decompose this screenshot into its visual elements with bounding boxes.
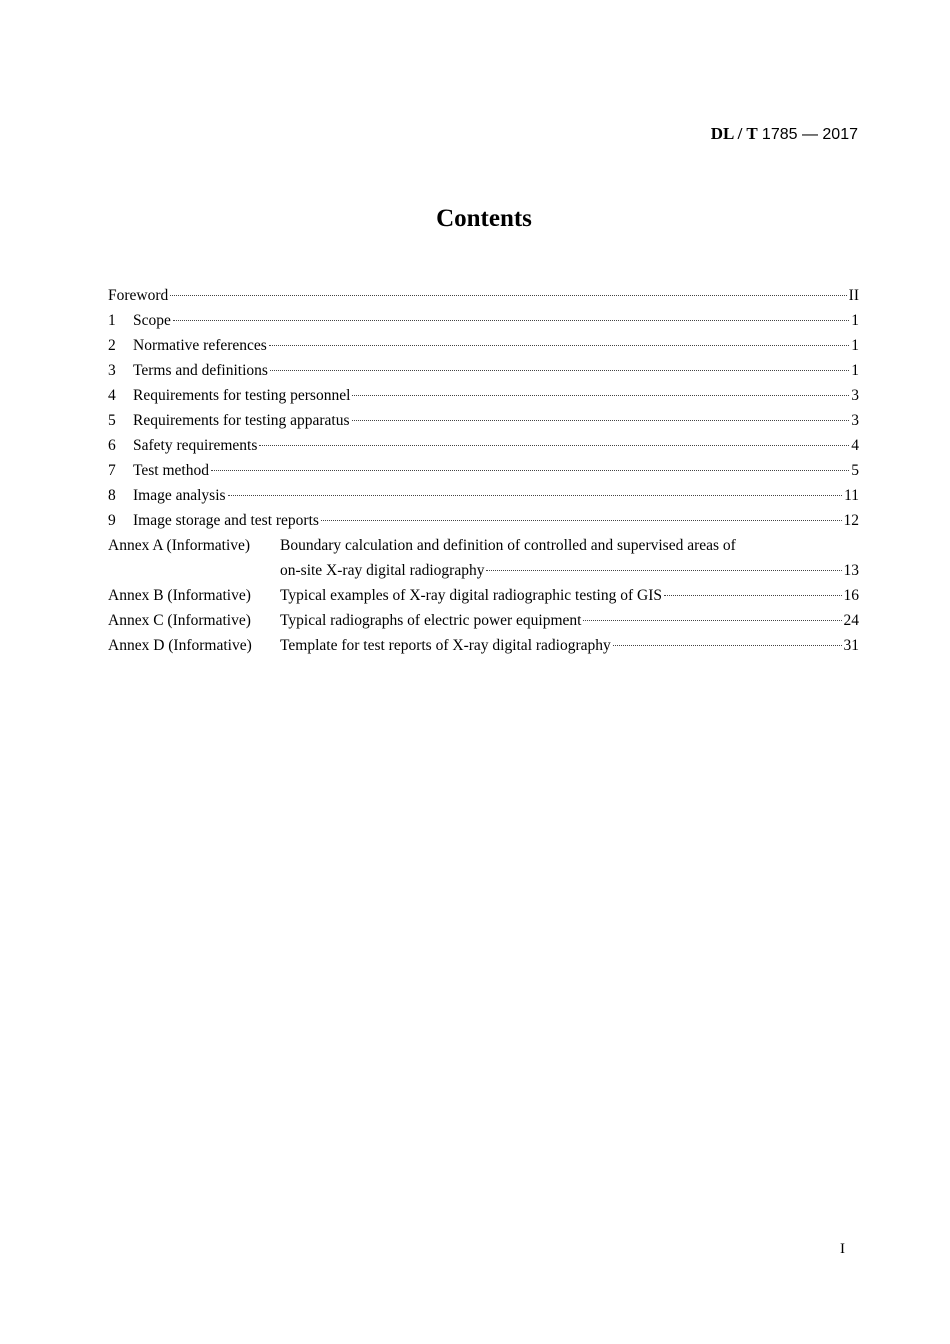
toc-leader-dots [269, 345, 849, 346]
toc-label: Image analysis [133, 487, 226, 504]
toc-label: Typical radiographs of electric power equipment [280, 612, 582, 629]
toc-page: 31 [843, 637, 859, 654]
toc-row[interactable] [108, 483, 859, 508]
toc-leader-dots [486, 570, 841, 571]
toc-leader-dots [613, 645, 842, 646]
toc-leader-dots [664, 595, 842, 596]
doc-code [711, 124, 858, 144]
toc-page: II [848, 287, 859, 304]
annex-label: Annex A (Informative) [108, 537, 251, 554]
annex-label: Annex D (Informative) [108, 637, 252, 654]
toc-label: Template for test reports of X-ray digital radiography [280, 637, 611, 654]
toc-row-foreword[interactable] [108, 283, 859, 308]
toc-page: 12 [843, 512, 859, 529]
toc-page: 3 [851, 387, 859, 404]
toc-label: Foreword [108, 287, 169, 304]
toc-number: 9 [108, 512, 116, 529]
toc-page: 16 [843, 587, 859, 604]
toc-row-annex-d[interactable] [108, 633, 859, 658]
toc-row-annex-a[interactable] [108, 533, 859, 558]
toc-row-annex-b[interactable] [108, 583, 859, 608]
toc-label: Typical examples of X-ray digital radiographic testing of GIS [280, 587, 662, 604]
toc-page: 5 [851, 462, 859, 479]
toc-number: 4 [108, 387, 116, 404]
toc-leader-dots [321, 520, 842, 521]
toc-leader-dots [228, 495, 843, 496]
toc-leader-dots [170, 295, 846, 296]
toc-leader-dots [259, 445, 849, 446]
toc-label: Terms and definitions [133, 362, 268, 379]
page-title: Contents [436, 205, 532, 232]
toc-row[interactable] [108, 383, 859, 408]
toc-row[interactable] [108, 433, 859, 458]
toc-number: 2 [108, 337, 116, 354]
toc-number: 6 [108, 437, 116, 454]
doc-code-prefix: DL / T [710, 124, 758, 143]
toc-number: 3 [108, 362, 116, 379]
toc-row[interactable] [108, 358, 859, 383]
toc-row-annex-c[interactable] [108, 608, 859, 633]
doc-code-number: 1785 — 2017 [761, 126, 858, 143]
toc-number: 8 [108, 487, 116, 504]
toc-page: 1 [851, 362, 859, 379]
toc-page: 1 [851, 312, 859, 329]
toc-number: 7 [108, 462, 116, 479]
annex-label: Annex C (Informative) [108, 612, 251, 629]
toc-label: Safety requirements [133, 437, 258, 454]
toc-label: Normative references [133, 337, 267, 354]
toc-leader-dots [173, 320, 849, 321]
toc-leader-dots [352, 395, 849, 396]
toc-page: 4 [851, 437, 859, 454]
toc-row[interactable] [108, 308, 859, 333]
toc-number: 5 [108, 412, 116, 429]
toc-leader-dots [270, 370, 849, 371]
toc-row[interactable] [108, 458, 859, 483]
footer-page-number: I [840, 1241, 845, 1257]
toc-leader-dots [583, 620, 841, 621]
table-of-contents [108, 283, 859, 658]
toc-page: 1 [851, 337, 859, 354]
toc-label: on-site X-ray digital radiography [280, 562, 485, 579]
toc-page: 13 [843, 562, 859, 579]
toc-label: Requirements for testing apparatus [133, 412, 350, 429]
toc-leader-dots [211, 470, 849, 471]
toc-leader-dots [352, 420, 850, 421]
toc-page: 11 [844, 487, 859, 504]
annex-label: Annex B (Informative) [108, 587, 251, 604]
toc-label: Scope [133, 312, 171, 329]
toc-page: 24 [843, 612, 859, 629]
toc-label: Requirements for testing personnel [133, 387, 351, 404]
toc-label: Boundary calculation and definition of controlled and supervised areas of [280, 537, 736, 554]
toc-row[interactable] [108, 508, 859, 533]
toc-page: 3 [851, 412, 859, 429]
toc-row[interactable] [108, 408, 859, 433]
toc-row-annex-a-cont[interactable] [108, 558, 859, 583]
toc-row[interactable] [108, 333, 859, 358]
toc-label: Image storage and test reports [133, 512, 319, 529]
toc-label: Test method [133, 462, 209, 479]
toc-number: 1 [108, 312, 116, 329]
